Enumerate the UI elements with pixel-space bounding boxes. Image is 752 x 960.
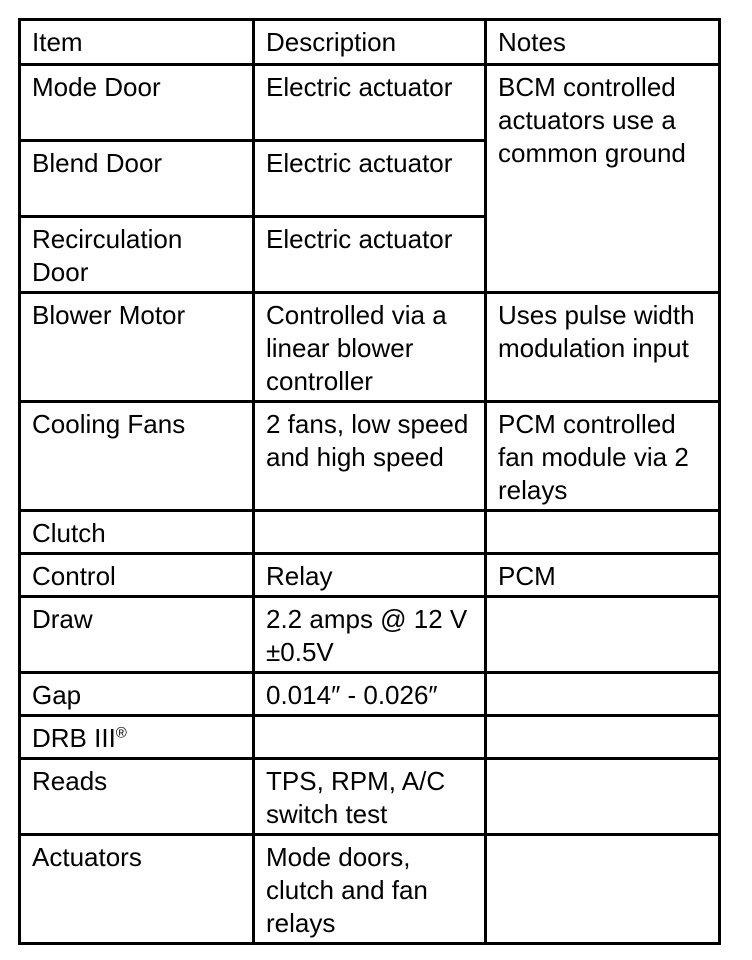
cell-item [20,716,254,759]
cell-notes: Uses pulse width modulation input [486,293,720,402]
cell-item-text: DRB III [32,723,116,753]
table-row [20,597,720,673]
table-row [20,293,720,402]
cell-item: Reads [20,759,254,835]
cell-item: Actuators [20,835,254,944]
table-row [20,554,720,597]
spec-table [18,18,721,945]
cell-description: Controlled via a linear blower controller [254,293,486,402]
cell-notes [486,511,720,554]
header-description: Description [254,20,486,65]
cell-notes: PCM controlled fan module via 2 relays [486,402,720,511]
cell-item: Mode Door [20,65,254,141]
cell-description [254,716,486,759]
header-item: Item [20,20,254,65]
table-row [20,402,720,511]
cell-description: Electric actuator [254,65,486,141]
cell-description: Relay [254,554,486,597]
table-row [20,835,720,944]
cell-description: Mode doors, clutch and fan relays [254,835,486,944]
cell-notes [486,716,720,759]
table-header-row [20,20,720,65]
cell-item: Blower Motor [20,293,254,402]
cell-item: Control [20,554,254,597]
cell-item: Gap [20,673,254,716]
cell-notes [486,835,720,944]
cell-item: Cooling Fans [20,402,254,511]
cell-description: 2 fans, low speed and high speed [254,402,486,511]
cell-description: Electric actuator [254,141,486,217]
cell-notes: BCM controlled actuators use a common ground [486,65,720,293]
cell-notes: PCM [486,554,720,597]
cell-notes [486,759,720,835]
table-row [20,716,720,759]
cell-description: 2.2 amps @ 12 V ±0.5V [254,597,486,673]
registered-mark: ® [115,724,127,742]
table-row [20,511,720,554]
cell-description: Electric actuator [254,217,486,293]
cell-description: 0.014″ - 0.026″ [254,673,486,716]
cell-item: Blend Door [20,141,254,217]
cell-description [254,511,486,554]
cell-description: TPS, RPM, A/C switch test [254,759,486,835]
table-row [20,65,720,141]
cell-item: Recirculation Door [20,217,254,293]
cell-notes [486,597,720,673]
table-row [20,759,720,835]
header-notes: Notes [486,20,720,65]
cell-item: Clutch [20,511,254,554]
cell-item: Draw [20,597,254,673]
cell-notes [486,673,720,716]
table-row [20,673,720,716]
